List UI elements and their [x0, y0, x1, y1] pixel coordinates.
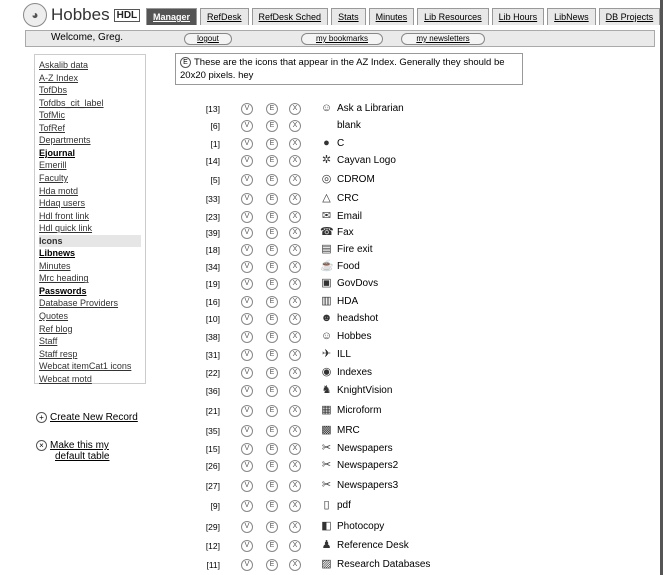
- ill-icon: ✈: [321, 348, 332, 360]
- icon-name: Newspapers: [337, 443, 393, 454]
- delete-button[interactable]: X: [289, 425, 301, 437]
- tab-lib-hours[interactable]: Lib Hours: [492, 8, 545, 25]
- record-id: [29]: [205, 522, 220, 532]
- record-id: [11]: [206, 560, 220, 570]
- view-button[interactable]: V: [241, 385, 253, 397]
- pdf-icon: ▯: [323, 499, 330, 511]
- list-item: [180, 539, 480, 555]
- list-item: [180, 558, 480, 574]
- icon-name: Newspapers2: [337, 460, 399, 471]
- delete-button[interactable]: X: [289, 405, 301, 417]
- edit-button[interactable]: E: [266, 460, 278, 472]
- sidebar-item-passwords[interactable]: Passwords: [39, 285, 87, 296]
- edit-button[interactable]: E: [266, 296, 278, 308]
- icon-name: Food: [337, 261, 360, 272]
- list-item: [180, 154, 480, 170]
- sidebar: [34, 54, 146, 384]
- indexes-icon: ◉: [321, 366, 332, 378]
- icon-name: HDA: [337, 296, 359, 307]
- sidebar-item-ref-blog[interactable]: Ref blog: [39, 323, 73, 334]
- sidebar-item-ejournal[interactable]: Ejournal: [39, 147, 76, 158]
- tab-minutes[interactable]: Minutes: [369, 8, 415, 25]
- sidebar-item-quotes[interactable]: Quotes: [39, 311, 69, 321]
- delete-button[interactable]: X: [289, 349, 301, 361]
- my-newsletters-link[interactable]: my newsletters: [401, 33, 485, 45]
- welcome-bar: [25, 30, 655, 47]
- fax-icon: ☎: [320, 226, 334, 238]
- list-item: [180, 260, 480, 276]
- sidebar-item-webcat-itemcat1-icons[interactable]: Webcat itemCat1 icons: [39, 361, 132, 372]
- delete-button[interactable]: X: [289, 227, 301, 239]
- delete-button[interactable]: X: [289, 331, 301, 343]
- view-button[interactable]: V: [241, 443, 253, 455]
- delete-button[interactable]: X: [289, 103, 301, 115]
- knightvision-icon: ♞: [321, 384, 332, 396]
- edit-icon[interactable]: E: [180, 57, 191, 68]
- make-default-link-line2[interactable]: default table: [55, 451, 110, 463]
- record-id: [16]: [205, 297, 220, 307]
- icon-name: Reference Desk: [337, 540, 409, 551]
- view-button[interactable]: V: [241, 460, 253, 472]
- sidebar-item-departments[interactable]: Departments: [39, 135, 91, 146]
- record-id: [10]: [205, 314, 220, 324]
- photocopy-icon: ◧: [321, 520, 332, 532]
- icon-name: CRC: [337, 193, 359, 204]
- make-default-table[interactable]: [36, 440, 110, 462]
- icon-name: Email: [337, 211, 363, 222]
- cayvan-logo-icon: ✲: [321, 154, 332, 166]
- icon-name: Cayvan Logo: [337, 155, 396, 166]
- sidebar-item-tofdbs[interactable]: TofDbs: [39, 85, 68, 96]
- blank-icon: [320, 119, 333, 132]
- list-item: [180, 459, 480, 475]
- sidebar-item-libnews[interactable]: Libnews: [39, 248, 76, 259]
- delete-button[interactable]: X: [289, 443, 301, 455]
- list-item: [180, 173, 480, 189]
- record-id: [23]: [205, 212, 220, 222]
- record-id: [31]: [205, 350, 220, 360]
- tab-refdesk-sched[interactable]: RefDesk Sched: [252, 8, 329, 25]
- edit-button[interactable]: E: [266, 155, 278, 167]
- icon-name: Indexes: [337, 367, 373, 378]
- list-item: [180, 520, 480, 536]
- view-button[interactable]: V: [241, 349, 253, 361]
- plus-icon: +: [36, 412, 47, 423]
- icon-name: Photocopy: [337, 521, 385, 532]
- food-icon: ☕: [320, 260, 334, 272]
- my-bookmarks-link[interactable]: my bookmarks: [301, 33, 383, 45]
- record-id: [15]: [205, 444, 220, 454]
- sidebar-item-staff[interactable]: Staff: [39, 336, 58, 347]
- icon-name: CDROM: [337, 174, 375, 185]
- view-button[interactable]: V: [241, 174, 253, 186]
- view-button[interactable]: V: [241, 480, 253, 492]
- microform-icon: ▦: [321, 404, 332, 416]
- info-box: [175, 53, 523, 85]
- delete-button[interactable]: X: [289, 521, 301, 533]
- edit-button[interactable]: E: [266, 193, 278, 205]
- list-item: [180, 330, 480, 346]
- delete-button[interactable]: X: [289, 385, 301, 397]
- record-id: [18]: [205, 245, 220, 255]
- sidebar-item-minutes[interactable]: Minutes: [39, 260, 71, 271]
- view-button[interactable]: V: [241, 261, 253, 273]
- record-id: [33]: [205, 194, 220, 204]
- icon-name: Microform: [337, 405, 382, 416]
- tab-refdesk[interactable]: RefDesk: [200, 8, 249, 25]
- logo-badge: HDL: [114, 9, 141, 22]
- view-button[interactable]: V: [241, 155, 253, 167]
- record-id: [9]: [210, 501, 220, 511]
- delete-button[interactable]: X: [289, 193, 301, 205]
- view-button[interactable]: V: [241, 211, 253, 223]
- edit-button[interactable]: E: [266, 278, 278, 290]
- headshot-icon: ☻: [320, 312, 333, 324]
- record-id: [6]: [210, 121, 220, 131]
- delete-button[interactable]: X: [289, 174, 301, 186]
- record-id: [13]: [205, 104, 220, 114]
- record-id: [1]: [210, 139, 220, 149]
- list-item: [180, 137, 480, 153]
- view-button[interactable]: V: [241, 103, 253, 115]
- list-item: [180, 210, 480, 226]
- hobbes-logo: [23, 3, 140, 27]
- view-button[interactable]: V: [241, 227, 253, 239]
- view-button[interactable]: V: [241, 313, 253, 325]
- view-button[interactable]: V: [241, 405, 253, 417]
- icon-name: Newspapers3: [337, 480, 399, 491]
- view-button[interactable]: V: [241, 244, 253, 256]
- delete-button[interactable]: X: [289, 155, 301, 167]
- record-id: [34]: [205, 262, 220, 272]
- record-id: [36]: [205, 386, 220, 396]
- edit-button[interactable]: E: [266, 211, 278, 223]
- tab-libnews[interactable]: LibNews: [547, 8, 596, 25]
- icon-name: headshot: [337, 313, 379, 324]
- view-button[interactable]: V: [241, 278, 253, 290]
- sidebar-item-mrc-heading[interactable]: Mrc heading: [39, 273, 89, 284]
- tab-stats[interactable]: Stats: [331, 8, 366, 25]
- close-icon: ×: [36, 440, 47, 451]
- icon-name: C: [337, 138, 345, 149]
- delete-button[interactable]: X: [289, 460, 301, 472]
- view-button[interactable]: V: [241, 521, 253, 533]
- edit-button[interactable]: E: [266, 227, 278, 239]
- view-button[interactable]: V: [241, 367, 253, 379]
- tiger-face-icon: ◕: [23, 3, 47, 27]
- record-id: [21]: [205, 406, 220, 416]
- list-item: [180, 312, 480, 328]
- cdrom-icon: ◎: [321, 173, 332, 185]
- list-item: [180, 384, 480, 400]
- list-item: [180, 442, 480, 458]
- icon-name: Ask a Librarian: [337, 103, 404, 114]
- sidebar-item-faculty[interactable]: Faculty: [39, 172, 69, 183]
- icon-name: Hobbes: [337, 331, 372, 342]
- delete-button[interactable]: X: [289, 480, 301, 492]
- view-button[interactable]: V: [241, 120, 253, 132]
- edit-button[interactable]: E: [266, 261, 278, 273]
- sidebar-item-database-providers[interactable]: Database Providers: [39, 298, 119, 309]
- icon-name: MRC: [337, 425, 360, 436]
- delete-button[interactable]: X: [289, 244, 301, 256]
- view-button[interactable]: V: [241, 540, 253, 552]
- sidebar-item-hdaq-users[interactable]: Hdaq users: [39, 198, 86, 209]
- tab-manager[interactable]: Manager: [146, 8, 197, 25]
- edit-button[interactable]: E: [266, 521, 278, 533]
- newspapers3-icon: ✂: [321, 479, 332, 491]
- sidebar-item-icons[interactable]: Icons: [39, 235, 141, 247]
- icon-name: ILL: [337, 349, 351, 360]
- edit-button[interactable]: E: [266, 244, 278, 256]
- delete-button[interactable]: X: [289, 211, 301, 223]
- edit-button[interactable]: E: [266, 425, 278, 437]
- icon-name: Fax: [337, 227, 354, 238]
- fire-exit-icon: ▤: [321, 243, 332, 255]
- record-id: [39]: [205, 228, 220, 238]
- view-button[interactable]: V: [241, 500, 253, 512]
- record-id: [35]: [205, 426, 220, 436]
- sidebar-item-hdl-quick-link[interactable]: Hdl quick link: [39, 223, 93, 234]
- record-id: [26]: [205, 461, 220, 471]
- delete-button[interactable]: X: [289, 500, 301, 512]
- record-id: [19]: [205, 279, 220, 289]
- edit-button[interactable]: E: [266, 331, 278, 343]
- delete-button[interactable]: X: [289, 313, 301, 325]
- c-icon: ●: [323, 137, 330, 149]
- record-id: [22]: [205, 368, 220, 378]
- edit-button[interactable]: E: [266, 405, 278, 417]
- tab-lib-resources[interactable]: Lib Resources: [417, 8, 489, 25]
- icon-name: Fire exit: [337, 244, 373, 255]
- email-icon: ✉: [321, 210, 332, 222]
- sidebar-item-staff-resp[interactable]: Staff resp: [39, 348, 78, 359]
- research-databases-icon: ▨: [321, 558, 332, 570]
- sidebar-item-hda-motd[interactable]: Hda motd: [39, 185, 79, 196]
- delete-button[interactable]: X: [289, 559, 301, 571]
- delete-button[interactable]: X: [289, 120, 301, 132]
- list-item: [180, 366, 480, 382]
- list-item: [180, 243, 480, 259]
- newspapers2-icon: ✂: [321, 459, 332, 471]
- list-item: [180, 277, 480, 293]
- sidebar-item-emerill[interactable]: Emerill: [39, 160, 67, 171]
- crc-icon: △: [322, 192, 331, 204]
- edit-button[interactable]: E: [266, 367, 278, 379]
- delete-button[interactable]: X: [289, 540, 301, 552]
- govdovs-icon: ▣: [321, 277, 332, 289]
- view-button[interactable]: V: [241, 296, 253, 308]
- icon-name: KnightVision: [337, 385, 393, 396]
- sidebar-item-tofref[interactable]: TofRef: [39, 122, 66, 133]
- icon-name: Research Databases: [337, 559, 431, 570]
- icon-name: blank: [337, 120, 361, 131]
- delete-button[interactable]: X: [289, 138, 301, 150]
- view-button[interactable]: V: [241, 331, 253, 343]
- create-new-record[interactable]: [36, 412, 138, 423]
- edit-button[interactable]: E: [266, 138, 278, 150]
- hobbes-icon: ☺: [320, 330, 333, 342]
- icon-name: pdf: [337, 500, 351, 511]
- record-id: [5]: [210, 175, 220, 185]
- edit-button[interactable]: E: [266, 500, 278, 512]
- sidebar-item-webcat-motd[interactable]: Webcat motd: [39, 373, 92, 384]
- list-item: [180, 479, 480, 495]
- edit-button[interactable]: E: [266, 313, 278, 325]
- ask-a-librarian-icon: ☺: [320, 102, 333, 114]
- hda-icon: ▥: [321, 295, 332, 307]
- edit-button[interactable]: E: [266, 443, 278, 455]
- view-button[interactable]: V: [241, 559, 253, 571]
- welcome-text: Welcome, Greg.: [51, 32, 124, 43]
- mrc-icon: ▩: [321, 424, 332, 436]
- delete-button[interactable]: X: [289, 261, 301, 273]
- top-tabs: [146, 8, 663, 25]
- list-item: [180, 192, 480, 208]
- make-default-link-line1[interactable]: Make this my: [50, 440, 109, 452]
- record-id: [12]: [205, 541, 220, 551]
- info-text: These are the icons that appear in the AZ Index. Generally they should be 20x20 pixels. hey: [180, 57, 505, 81]
- edit-button[interactable]: E: [266, 385, 278, 397]
- edit-button[interactable]: E: [266, 174, 278, 186]
- delete-button[interactable]: X: [289, 296, 301, 308]
- record-id: [14]: [205, 156, 220, 166]
- list-item: [180, 119, 480, 135]
- sidebar-item-hdl-front-link[interactable]: Hdl front link: [39, 210, 90, 221]
- newspapers-icon: ✂: [321, 442, 332, 454]
- list-item: [180, 102, 480, 118]
- reference-desk-icon: ♟: [321, 539, 332, 551]
- view-button[interactable]: V: [241, 425, 253, 437]
- list-item: [180, 404, 480, 420]
- tab-db-projects[interactable]: DB Projects: [599, 8, 661, 25]
- edit-button[interactable]: E: [266, 559, 278, 571]
- list-item: [180, 226, 480, 242]
- sidebar-item-a-z-index[interactable]: A-Z Index: [39, 72, 79, 83]
- edit-button[interactable]: E: [266, 120, 278, 132]
- sidebar-item-tofmic[interactable]: TofMic: [39, 110, 66, 121]
- view-button[interactable]: V: [241, 193, 253, 205]
- edit-button[interactable]: E: [266, 540, 278, 552]
- edit-button[interactable]: E: [266, 349, 278, 361]
- list-item: [180, 348, 480, 364]
- list-item: [180, 499, 480, 515]
- logout-link[interactable]: logout: [184, 33, 232, 45]
- record-id: [38]: [205, 332, 220, 342]
- sidebar-item-tofdbs-cit-label[interactable]: Tofdbs_cit_label: [39, 97, 104, 108]
- edit-button[interactable]: E: [266, 480, 278, 492]
- create-new-record-link[interactable]: Create New Record: [50, 412, 138, 424]
- icon-name: GovDovs: [337, 278, 379, 289]
- edit-button[interactable]: E: [266, 103, 278, 115]
- delete-button[interactable]: X: [289, 278, 301, 290]
- sidebar-item-askalib-data[interactable]: Askalib data: [39, 60, 89, 70]
- logo-text: Hobbes: [51, 5, 110, 24]
- list-item: [180, 424, 480, 440]
- list-item: [180, 295, 480, 311]
- view-button[interactable]: V: [241, 138, 253, 150]
- record-id: [27]: [205, 481, 220, 491]
- delete-button[interactable]: X: [289, 367, 301, 379]
